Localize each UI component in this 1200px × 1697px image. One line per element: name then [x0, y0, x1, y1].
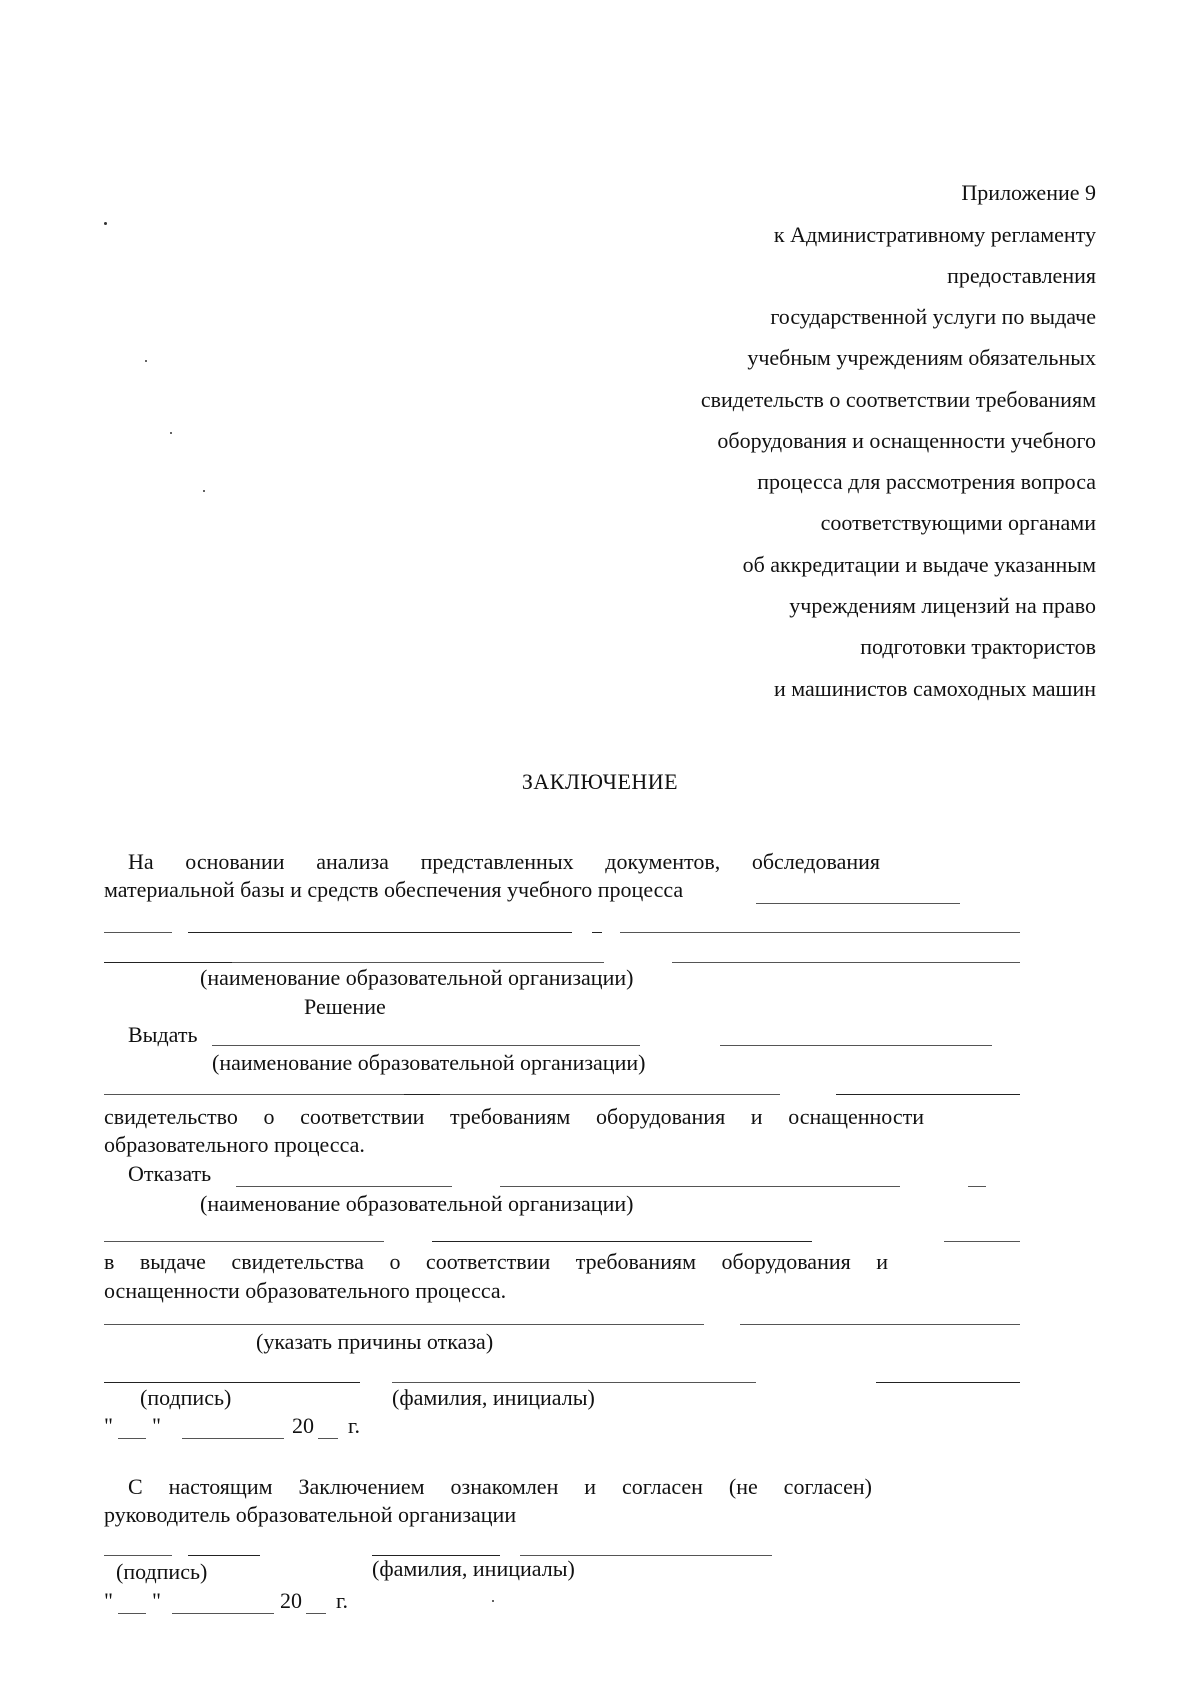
fill-line: [740, 1324, 1020, 1325]
scan-speck: [203, 490, 205, 492]
header-line: свидетельств о соответствии требованиям: [700, 387, 1096, 412]
day-line: [118, 1438, 146, 1439]
date-year: 20: [280, 1588, 302, 1613]
fill-line: [188, 932, 572, 933]
certificate-line: свидетельство о соответствии требованиям оборудования и оснащенности: [104, 1104, 924, 1129]
fill-line: [104, 1094, 404, 1095]
date-quote: ": [152, 1413, 161, 1438]
date-quote: ": [152, 1588, 161, 1613]
field-caption: (наименование образовательной организации): [200, 965, 634, 990]
year-line: [306, 1613, 326, 1614]
intro-line: На основании анализа представленных документов, обследования: [128, 849, 880, 874]
fill-line: [756, 903, 960, 904]
fill-line: [104, 1241, 384, 1242]
scan-speck: [170, 432, 172, 434]
certificate-line: образовательного процесса.: [104, 1132, 365, 1157]
fill-line: [432, 1241, 812, 1242]
refuse-label: Отказать: [128, 1161, 212, 1186]
fill-line: [672, 962, 1020, 963]
scan-speck: [492, 1600, 494, 1602]
fill-line: [236, 1186, 452, 1187]
date-year: 20: [292, 1413, 314, 1438]
fill-line: [720, 1045, 992, 1046]
date-suffix: г.: [348, 1413, 361, 1438]
field-caption: (наименование образовательной организации): [200, 1191, 634, 1216]
fill-line: [104, 962, 232, 963]
header-line: и машинистов самоходных машин: [773, 676, 1096, 701]
fill-line: [500, 1186, 900, 1187]
fill-line: [104, 1324, 704, 1325]
header-line: к Административному регламенту: [773, 222, 1096, 247]
signature-line: [104, 1382, 360, 1383]
fill-line: [968, 1186, 986, 1187]
date-quote: ": [104, 1413, 113, 1438]
fill-line: [212, 1045, 640, 1046]
fill-line: [876, 1382, 1020, 1383]
header-line: учреждениям лицензий на право: [789, 593, 1096, 618]
month-line: [182, 1438, 284, 1439]
field-caption: (подпись): [116, 1559, 208, 1584]
fill-line: [944, 1241, 1020, 1242]
document-title: ЗАКЛЮЧЕНИЕ: [521, 769, 679, 794]
issue-label: Выдать: [128, 1022, 198, 1047]
header-line: государственной услуги по выдаче: [770, 304, 1096, 329]
header-line: об аккредитации и выдаче указанным: [742, 552, 1096, 577]
header-line: процесса для рассмотрения вопроса: [757, 469, 1096, 494]
field-caption: (фамилия, инициалы): [372, 1556, 575, 1581]
ack-line: руководитель образовательной организации: [104, 1502, 517, 1527]
fill-line: [404, 1094, 440, 1095]
fill-line: [440, 1094, 780, 1095]
header-line: учебным учреждениям обязательных: [747, 345, 1096, 370]
date-quote: ": [104, 1588, 113, 1613]
fill-line: [836, 1094, 1020, 1095]
decision-heading: Решение: [304, 994, 386, 1019]
intro-line: материальной базы и средств обеспечения учебного процесса: [104, 877, 684, 902]
scan-speck: [145, 360, 147, 362]
date-suffix: г.: [336, 1588, 349, 1613]
year-line: [318, 1438, 338, 1439]
field-caption: (подпись): [140, 1385, 232, 1410]
scan-speck: [104, 222, 107, 225]
ack-line: С настоящим Заключением ознакомлен и согласен (не согласен): [128, 1474, 872, 1499]
refusal-line: в выдаче свидетельства о соответствии требованиям оборудования и: [104, 1249, 888, 1274]
month-line: [172, 1613, 274, 1614]
fill-line: [232, 962, 604, 963]
day-line: [118, 1613, 146, 1614]
header-line: соответствующими органами: [820, 510, 1096, 535]
signature-line: [104, 1555, 172, 1556]
header-line: оборудования и оснащенности учебного: [717, 428, 1096, 453]
header-line: Приложение 9: [961, 180, 1096, 205]
name-line: [392, 1382, 756, 1383]
field-caption: (наименование образовательной организации): [212, 1050, 646, 1075]
signature-line: [188, 1555, 260, 1556]
fill-line: [104, 932, 172, 933]
fill-line: [592, 932, 602, 933]
refusal-line: оснащенности образовательного процесса.: [104, 1278, 507, 1303]
field-caption: (фамилия, инициалы): [392, 1385, 595, 1410]
header-line: предоставления: [947, 263, 1096, 288]
header-line: подготовки трактористов: [860, 634, 1096, 659]
fill-line: [620, 932, 1020, 933]
field-caption: (указать причины отказа): [256, 1329, 494, 1354]
